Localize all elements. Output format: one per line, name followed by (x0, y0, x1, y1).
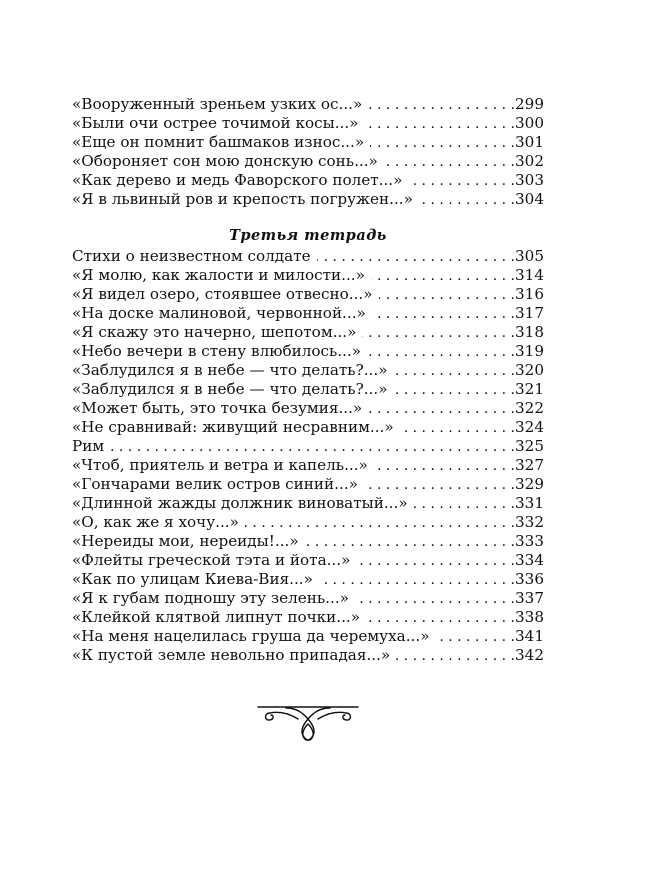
dot-leader (408, 172, 515, 191)
dot-leader (364, 115, 515, 134)
toc-list-bottom (72, 247, 544, 665)
toc-entry-page: 327 (515, 456, 544, 474)
toc-entry-title: «Гончарами велик остров синий...» (72, 475, 358, 493)
dot-leader (305, 533, 515, 552)
toc-entry-title: «Заблудился я в небе — что делать?...» (72, 361, 388, 379)
toc-entry-page: 322 (515, 399, 544, 417)
dot-leader (419, 191, 515, 210)
toc-entry-page: 305 (515, 247, 544, 265)
toc-entry-page: 318 (515, 323, 544, 341)
toc-entry (72, 114, 544, 133)
dot-leader (355, 590, 515, 609)
toc-entry-page: 301 (515, 133, 544, 151)
toc-entry-page: 302 (515, 152, 544, 170)
dot-leader (396, 647, 515, 666)
toc-entry (72, 304, 544, 323)
toc-entry-page: 319 (515, 342, 544, 360)
toc-entry-title: «Нереиды мои, нереиды!...» (72, 532, 299, 550)
toc-entry (72, 437, 544, 456)
dot-leader (414, 495, 515, 514)
toc-entry-page: 300 (515, 114, 544, 132)
dot-leader (366, 609, 515, 628)
toc-entry-page: 317 (515, 304, 544, 322)
dot-leader (245, 514, 515, 533)
toc-list-top (72, 95, 544, 209)
toc-entry-page: 314 (515, 266, 544, 284)
toc-entry-page: 316 (515, 285, 544, 303)
toc-entry (72, 399, 544, 418)
toc-entry-title: «Были очи острее точимой косы...» (72, 114, 359, 132)
toc-entry (72, 456, 544, 475)
toc-entry (72, 190, 544, 209)
dot-leader (356, 552, 515, 571)
dot-leader (368, 400, 515, 419)
toc-entry-page: 336 (515, 570, 544, 588)
toc-entry (72, 380, 544, 399)
dot-leader (394, 362, 516, 381)
toc-entry-title: «Как дерево и медь Фаворского полет...» (72, 171, 403, 189)
toc-entry-title: «К пустой земле невольно припадая...» (72, 646, 391, 664)
toc-entry-title: «О, как же я хочу...» (72, 513, 239, 531)
toc-entry-title: «Может быть, это точка безумия...» (72, 399, 363, 417)
toc-entry (72, 95, 544, 114)
toc-entry-title: «Еще он помнит башмаков износ...» (72, 133, 365, 151)
toc-entry (72, 570, 544, 589)
toc-entry-title: «Я видел озеро, стоявшее отвесно...» (72, 285, 373, 303)
toc-entry (72, 494, 544, 513)
toc-entry (72, 285, 544, 304)
toc-entry (72, 171, 544, 190)
toc-entry (72, 646, 544, 665)
toc-entry (72, 475, 544, 494)
dot-leader (368, 96, 515, 115)
dot-leader (384, 153, 515, 172)
toc-entry (72, 418, 544, 437)
toc-entry (72, 513, 544, 532)
dot-leader (374, 457, 515, 476)
dot-leader (394, 381, 516, 400)
toc-entry-page: 299 (515, 95, 544, 113)
section-heading: Третья тетрадь (229, 227, 387, 244)
toc-entry-title: «Вооруженный зреньем узких ос...» (72, 95, 363, 113)
toc-entry-title: «Я к губам подношу эту зелень...» (72, 589, 349, 607)
toc-entry-page: 337 (515, 589, 544, 607)
toc-entry-page: 331 (515, 494, 544, 512)
dot-leader (372, 305, 515, 324)
toc-entry-page: 332 (515, 513, 544, 531)
toc-entry (72, 323, 544, 342)
toc-entry (72, 532, 544, 551)
toc-entry-page: 334 (515, 551, 544, 569)
toc-entry-page: 321 (515, 380, 544, 398)
toc-entry-title: «Обороняет сон мою донскую сонь...» (72, 152, 378, 170)
toc-entry-title: «Чтоб, приятель и ветра и капель...» (72, 456, 368, 474)
toc-entry-page: 338 (515, 608, 544, 626)
toc-entry-title: «Не сравнивай: живущий несравним...» (72, 418, 394, 436)
toc-entry-page: 325 (515, 437, 544, 455)
toc-entry (72, 361, 544, 380)
toc-entry-page: 342 (515, 646, 544, 664)
toc-entry-title: «Заблудился я в небе — что делать?...» (72, 380, 388, 398)
toc-entry-page: 320 (515, 361, 544, 379)
toc-entry-page: 304 (515, 190, 544, 208)
toc-entry-title: «Длинной жажды должник виноватый...» (72, 494, 408, 512)
toc-entry-title: «Клейкой клятвой липнут почки...» (72, 608, 361, 626)
toc-entry-title: «Я скажу это начерно, шепотом...» (72, 323, 357, 341)
dot-leader (371, 267, 515, 286)
dot-leader (319, 571, 515, 590)
toc-entry (72, 627, 544, 646)
vignette-ornament-icon (256, 698, 360, 744)
toc-entry-title: «На доске малиновой, червонной...» (72, 304, 366, 322)
toc-entry (72, 551, 544, 570)
toc-entry-page: 324 (515, 418, 544, 436)
toc-entry (72, 152, 544, 171)
toc-entry-page: 333 (515, 532, 544, 550)
dot-leader (317, 248, 515, 267)
toc-entry-title: «Я молю, как жалости и милости...» (72, 266, 365, 284)
toc-entry-page: 303 (515, 171, 544, 189)
dot-leader (379, 286, 515, 305)
toc-entry-title: Рим (72, 437, 105, 455)
toc-entry-title: «Я в львиный ров и крепость погружен...» (72, 190, 413, 208)
toc-entry-page: 329 (515, 475, 544, 493)
toc-entry (72, 589, 544, 608)
toc-entry (72, 247, 544, 266)
toc-entry-title: «Небо вечери в стену влюбилось...» (72, 342, 362, 360)
toc-entry-page: 341 (515, 627, 544, 645)
toc-entry (72, 342, 544, 361)
dot-leader (362, 324, 515, 343)
dot-leader (436, 628, 516, 647)
dot-leader (367, 343, 515, 362)
toc-entry (72, 608, 544, 627)
toc-entry-title: «На меня нацелилась груша да черемуха...» (72, 627, 430, 645)
toc-entry-title: Стихи о неизвестном солдате (72, 247, 311, 265)
dot-leader (370, 134, 515, 153)
toc-entry-title: «Как по улицам Киева-Вия...» (72, 570, 313, 588)
toc-entry (72, 133, 544, 152)
toc-entry (72, 266, 544, 285)
dot-leader (400, 419, 515, 438)
dot-leader (364, 476, 515, 495)
dot-leader (110, 438, 515, 457)
toc-entry-title: «Флейты греческой тэта и йота...» (72, 551, 351, 569)
